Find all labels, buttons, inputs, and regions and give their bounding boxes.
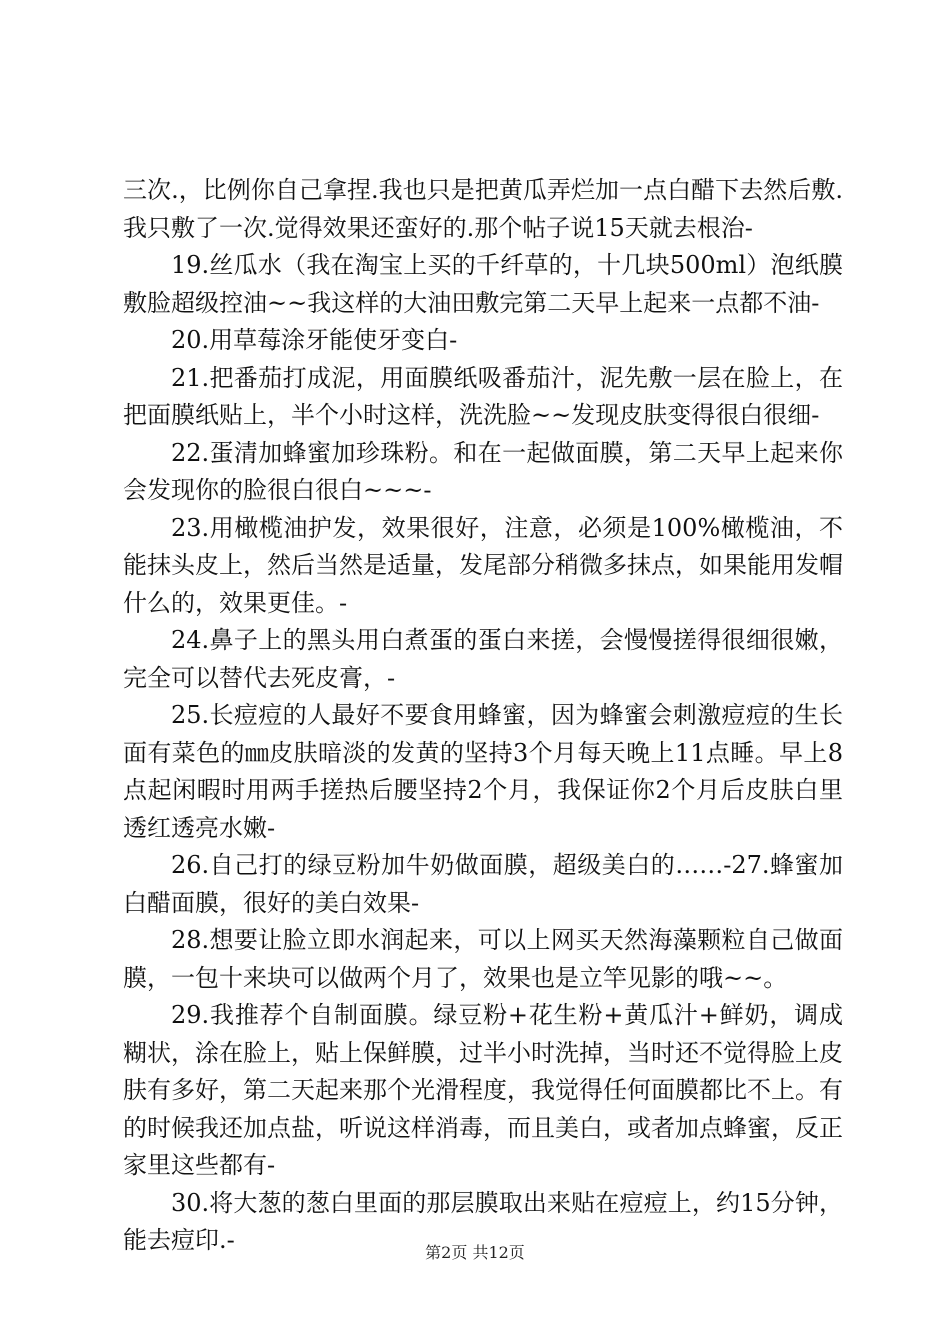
paragraph-item-30: 30.将大葱的葱白里面的那层膜取出来贴在痘痘上，约15分钟，能去痘印.- bbox=[123, 1188, 843, 1254]
paragraph-item-21: 21.把番茄打成泥，用面膜纸吸番茄汁，泥先敷一层在脸上，在把面膜纸贴上，半个小时这样，洗洗脸~~发现皮肤变得很白很细- bbox=[123, 363, 843, 429]
document-body bbox=[123, 172, 843, 1260]
page-number-footer: 第2页 共12页 bbox=[425, 1243, 525, 1262]
paragraph-item-23: 23.用橄榄油护发，效果很好，注意，必须是100%橄榄油，不能抹头皮上，然后当然是适量，发尾部分稍微多抹点，如果能用发帽什么的，效果更佳。- bbox=[123, 513, 843, 617]
paragraph-item-24: 24.鼻子上的黑头用白煮蛋的蛋白来搓，会慢慢搓得很细很嫩，完全可以替代去死皮膏，- bbox=[123, 626, 843, 692]
paragraph-continuation: 三次.，比例你自己拿捏.我也只是把黄瓜弄烂加一点白醋下去然后敷.我只敷了一次.觉得效果还蛮好的.那个帖子说15天就去根治- bbox=[123, 176, 843, 242]
paragraph-item-20: 20.用草莓涂牙能使牙变白- bbox=[171, 326, 458, 354]
paragraph-item-25: 25.长痘痘的人最好不要食用蜂蜜，因为蜂蜜会刺激痘痘的生长面有菜色的㎜皮肤暗淡的发黄的坚持3个月每天晚上11点睡。早上8点起闲暇时用两手搓热后腰坚持2个月，我保证你2个月后皮肤白里透红透亮水嫩- bbox=[123, 701, 843, 842]
paragraph-item-28: 28.想要让脸立即水润起来，可以上网买天然海藻颗粒自己做面膜，一包十来块可以做两个月了，效果也是立竿见影的哦~~。 bbox=[123, 926, 843, 992]
paragraph-item-26-27: 26.自己打的绿豆粉加牛奶做面膜，超级美白的……-27.蜂蜜加白醋面膜，很好的美白效果- bbox=[123, 851, 843, 917]
paragraph-item-29: 29.我推荐个自制面膜。绿豆粉+花生粉+黄瓜汁+鲜奶，调成糊状，涂在脸上，贴上保鲜膜，过半小时洗掉，当时还不觉得脸上皮肤有多好，第二天起来那个光滑程度，我觉得任何面膜都比不上。有的时候我还加点盐，听说这样消毒，而且美白，或者加点蜂蜜，反正家里这些都有- bbox=[123, 1001, 843, 1179]
paragraph-item-19: 19.丝瓜水（我在淘宝上买的千纤草的，十几块500ml）泡纸膜敷脸超级控油~~我这样的大油田敷完第二天早上起来一点都不油- bbox=[123, 251, 843, 317]
paragraph-item-22: 22.蛋清加蜂蜜加珍珠粉。和在一起做面膜，第二天早上起来你会发现你的脸很白很白~~~- bbox=[123, 438, 843, 504]
